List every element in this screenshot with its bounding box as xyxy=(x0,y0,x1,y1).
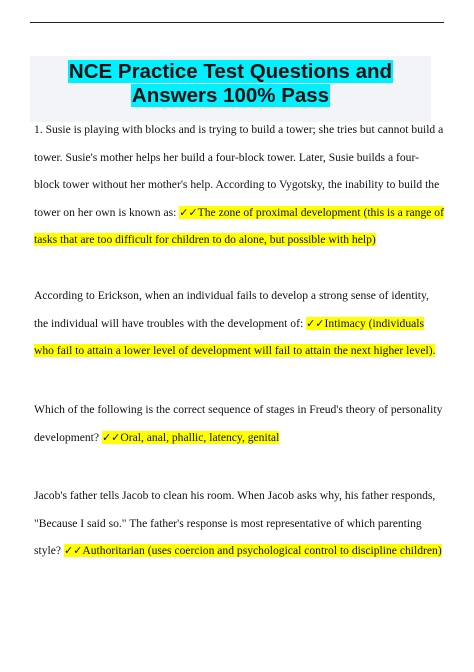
top-rule xyxy=(30,22,444,23)
question-1 xyxy=(34,116,444,254)
double-check-icon: ✓✓ xyxy=(63,544,83,557)
question-text: Jacob's father tells Jacob to clean his room. When Jacob asks why, his father responds, "Because I said so." The father's response is most representative of which parenting style? xyxy=(34,489,436,557)
question-3 xyxy=(34,396,444,451)
answer-text: Oral, anal, phallic, latency, genital xyxy=(120,430,280,444)
question-text: 1. Susie is playing with blocks and is trying to build a tower; she tries but cannot build a tower. Susie's mother helps her build a four-block tower. Later, Susie builds a four-block tower without her mother's help. According to Vygotsky, the inability to build the tower on her own is known as: xyxy=(34,123,444,219)
double-check-icon: ✓✓ xyxy=(101,430,121,444)
answer-text: Intimacy (individuals who fail to attain a lower level of development will fail to attain the next higher level). xyxy=(34,316,436,357)
answer-text: The zone of proximal development (this is a range of tasks that are too difficult for children to do alone, but possible with help) xyxy=(34,205,444,246)
question-text: According to Erickson, when an individual fails to develop a strong sense of identity, the individual will have troubles with the development of: xyxy=(34,289,429,330)
double-check-icon: ✓✓ xyxy=(306,316,325,330)
answer-highlight xyxy=(64,544,442,557)
question-2 xyxy=(34,282,444,365)
answer-text: Authoritarian (uses coercion and psychological control to discipline children) xyxy=(82,544,442,557)
answer-highlight xyxy=(102,431,279,444)
double-check-icon: ✓✓ xyxy=(179,205,198,219)
question-text: Which of the following is the correct sequence of stages in Freud's theory of personality development? xyxy=(34,403,443,444)
document-title: NCE Practice Test Questions and Answers 100% Pass xyxy=(68,60,393,107)
question-4 xyxy=(34,482,444,565)
